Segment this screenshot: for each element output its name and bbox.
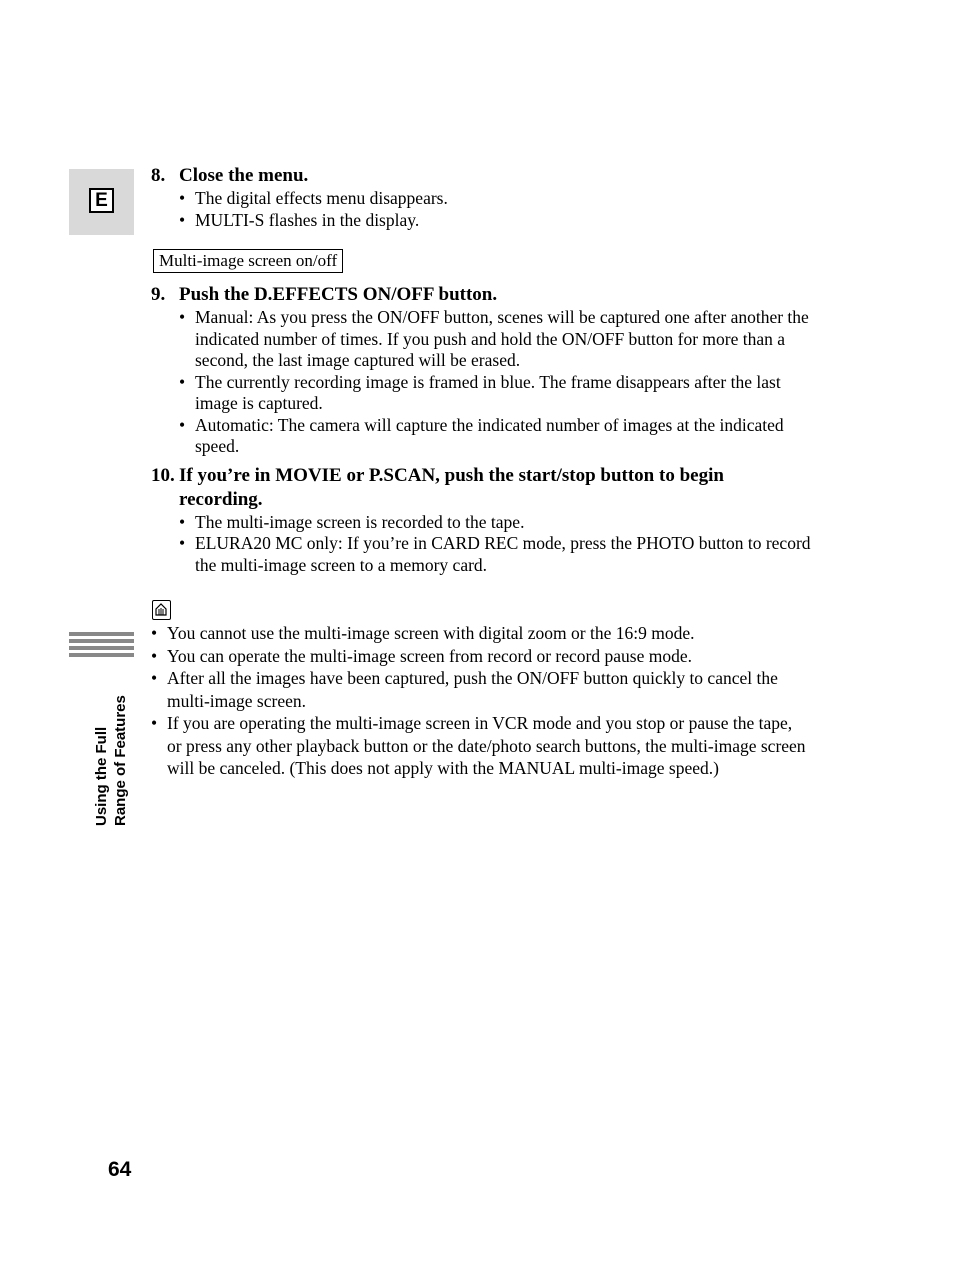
list-item: • Manual: As you press the ON/OFF button, scenes will be captured one after another the indicated number of times. If you push and hold the ON/OFF button for more than a second, the last image captured will be erased.	[179, 307, 811, 372]
main-content	[151, 164, 811, 780]
language-letter: E	[89, 188, 114, 213]
note-item: • If you are operating the multi-image screen in VCR mode and you stop or pause the tape, or press any other playback button or the date/photo search buttons, the multi-image screen will be canceled. (This does not apply with the MANUAL multi-image speed.)	[151, 712, 811, 780]
step-9-bullets	[179, 307, 811, 458]
step-9-heading	[151, 283, 811, 307]
step-number: 8.	[151, 165, 166, 186]
step-title: If you’re in MOVIE or P.SCAN, push the start/stop button to begin recording.	[179, 464, 724, 510]
language-tab	[69, 169, 134, 235]
step-number: 9.	[151, 284, 166, 305]
note-item: • You cannot use the multi-image screen with digital zoom or the 16:9 mode.	[151, 622, 811, 645]
list-item: • MULTI-S flashes in the display.	[179, 210, 811, 232]
subheading-box: Multi-image screen on/off	[153, 249, 343, 273]
note-item: • After all the images have been captured, push the ON/OFF button quickly to cancel the multi-image screen.	[151, 667, 811, 712]
list-item: • Automatic: The camera will capture the indicated number of images at the indicated speed.	[179, 415, 811, 458]
list-item: • ELURA20 MC only: If you’re in CARD REC mode, press the PHOTO button to record the multi-image screen to a memory card.	[179, 533, 811, 576]
section-label	[92, 606, 130, 826]
list-item: • The multi-image screen is recorded to the tape.	[179, 512, 811, 534]
step-8-heading	[151, 164, 811, 188]
step-8-bullets	[179, 188, 811, 231]
list-item: • The currently recording image is framed in blue. The frame disappears after the last image is captured.	[179, 372, 811, 415]
note-item: • You can operate the multi-image screen from record or record pause mode.	[151, 645, 811, 668]
note-icon	[152, 600, 171, 620]
step-number: 10.	[151, 464, 175, 486]
list-item: • The digital effects menu disappears.	[179, 188, 811, 210]
step-title: Push the D.EFFECTS ON/OFF button.	[179, 284, 498, 305]
step-10-heading	[151, 464, 811, 512]
page-number: 64	[108, 1158, 132, 1181]
section-label-line1: Using the Full	[93, 726, 110, 826]
step-10-bullets	[179, 512, 811, 577]
section-label-line2: Range of Features	[112, 695, 129, 826]
notes-list	[151, 622, 811, 780]
step-title: Close the menu.	[179, 165, 309, 186]
